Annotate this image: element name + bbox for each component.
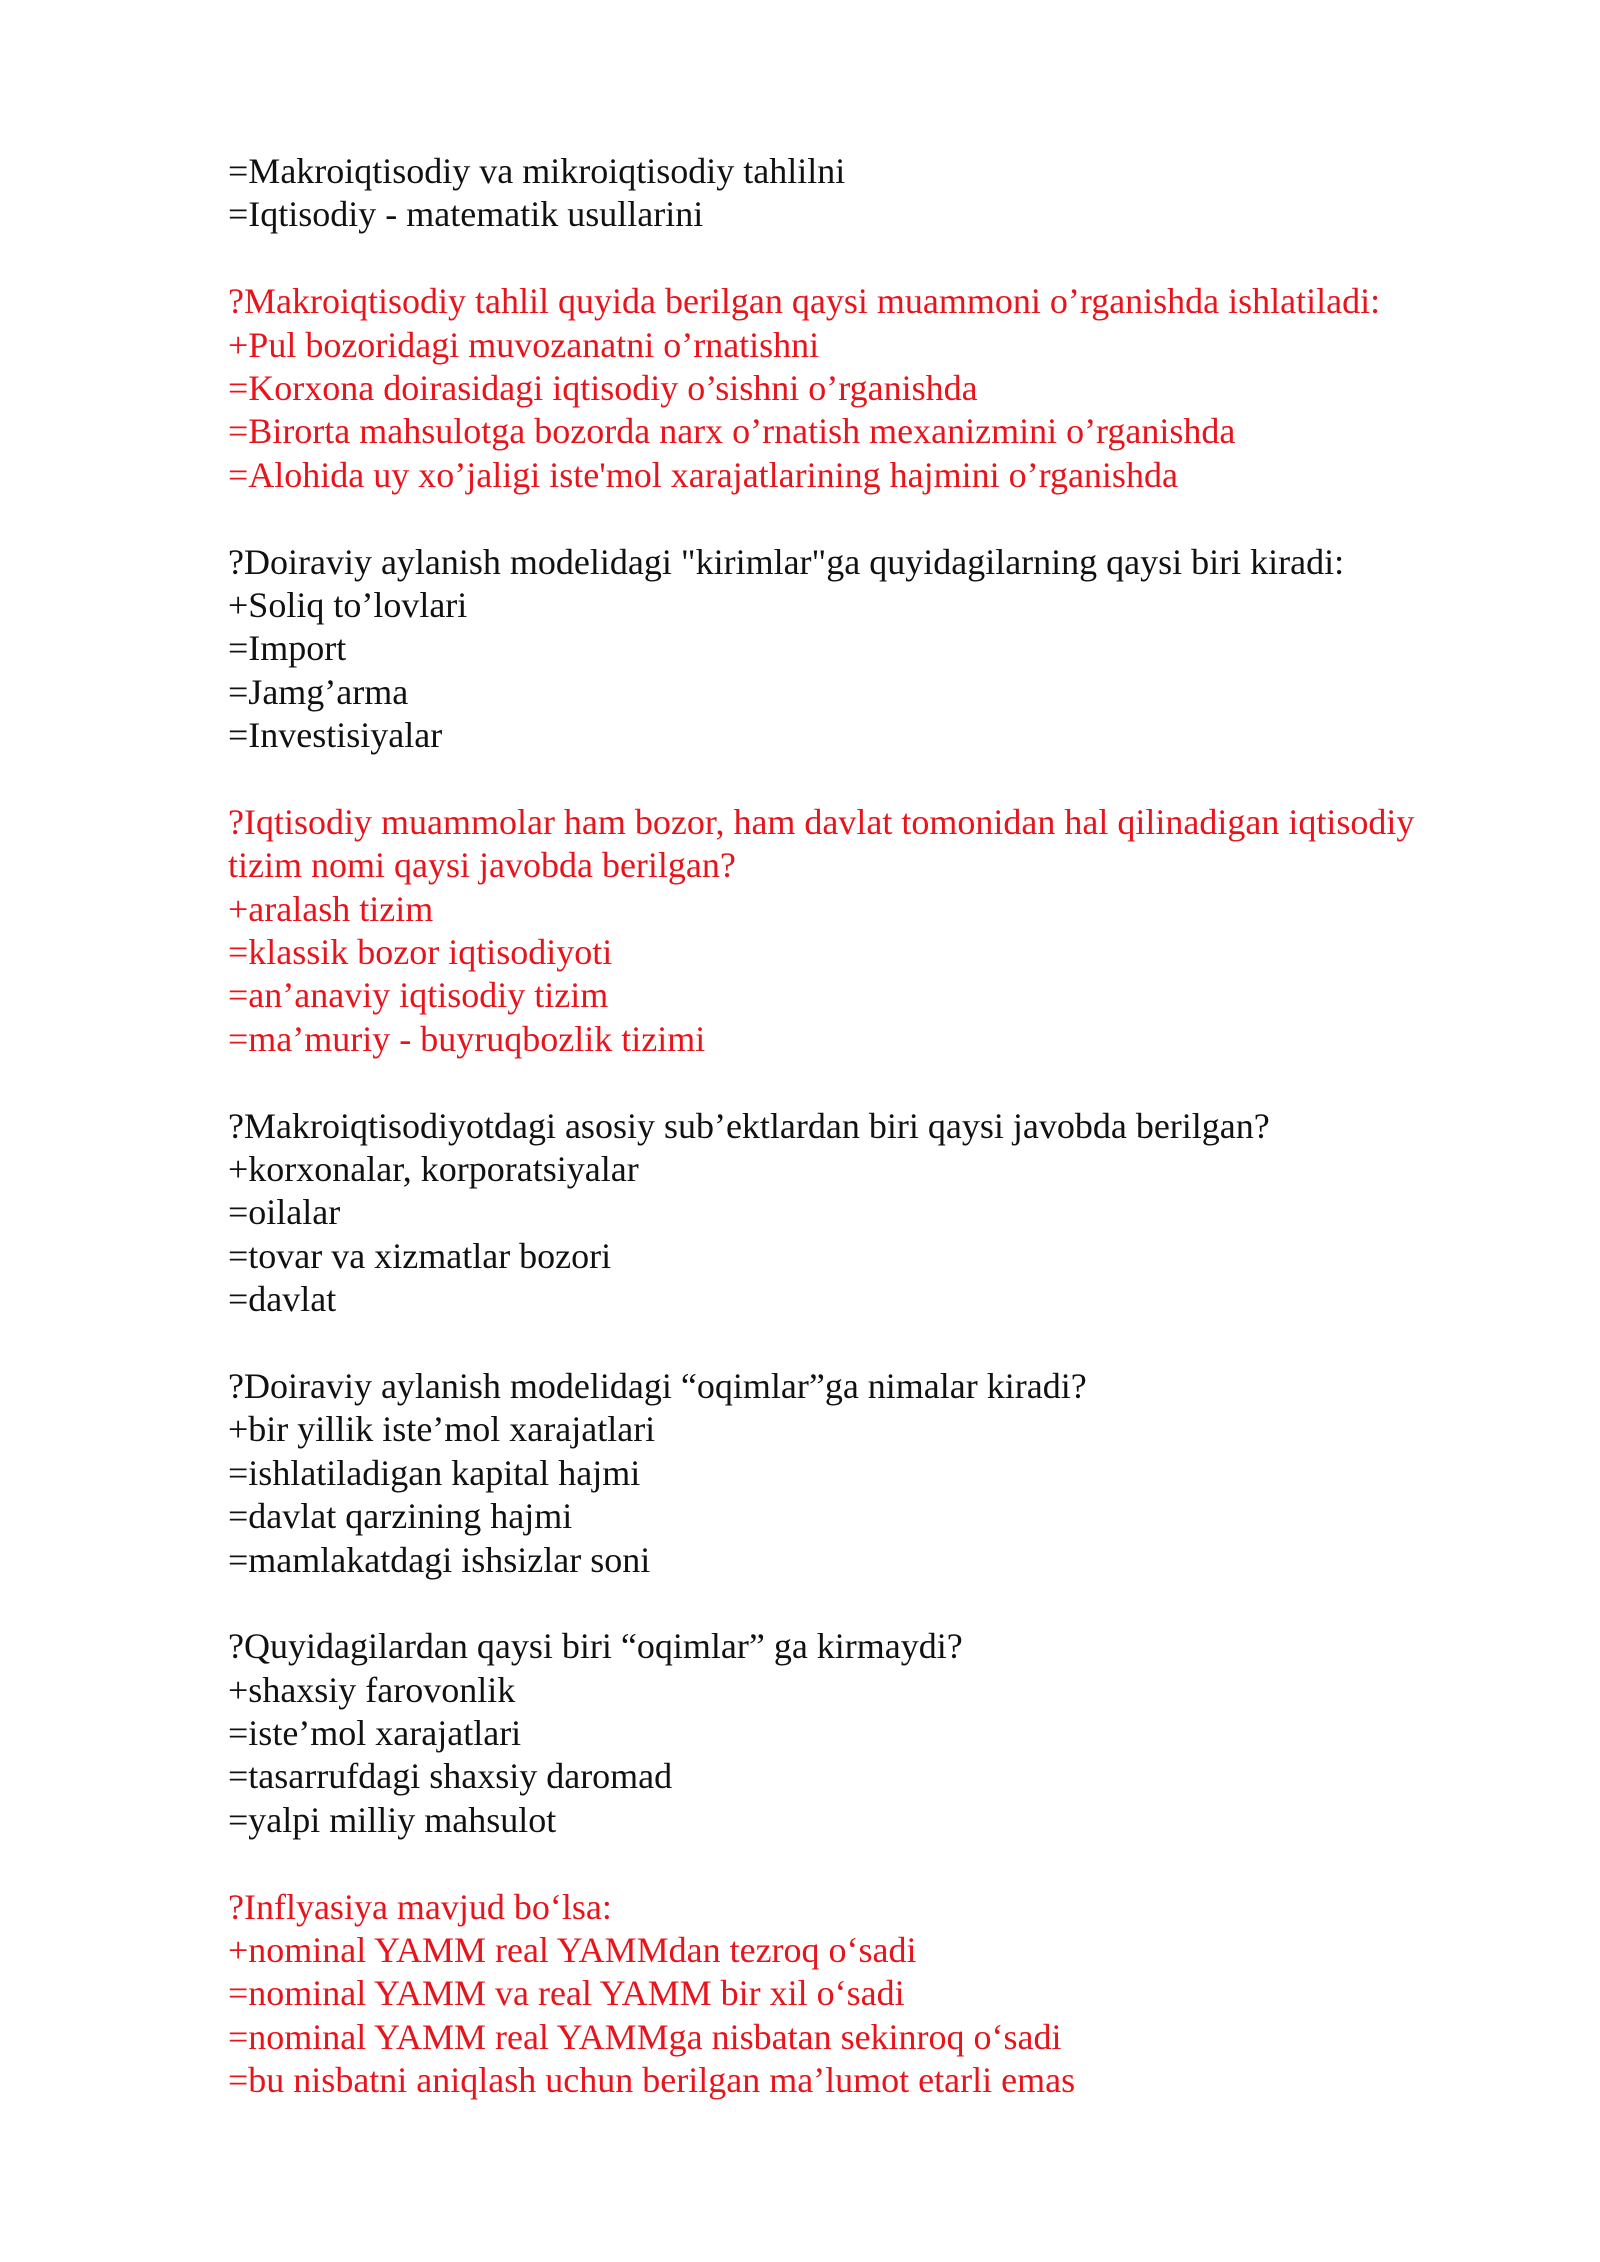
correct-option: +korxonalar, korporatsiyalar (228, 1148, 639, 1189)
correct-option: +Pul bozoridagi muvozanatni o’rnatishni (228, 324, 820, 365)
question-text: ?Inflyasiya mavjud bo‘lsa: (228, 1886, 612, 1927)
question-block-highlighted (228, 280, 1488, 497)
correct-option: +shaxsiy farovonlik (228, 1669, 516, 1710)
question-text: ?Iqtisodiy muammolar ham bozor, ham davlat tomonidan hal qilinadigan iqtisodiy (228, 801, 1415, 842)
question-block (228, 1105, 1488, 1322)
option-line: =tasarrufdagi shaxsiy daromad (228, 1756, 673, 1797)
question-text-continued: tizim nomi qaysi javobda berilgan? (228, 845, 736, 886)
option-line: =nominal YAMM va real YAMM bir xil o‘sadi (228, 1973, 905, 2014)
question-text: ?Quyidagilardan qaysi biri “oqimlar” ga kirmaydi? (228, 1626, 963, 1667)
option-line: =Alohida uy xo’jaligi iste'mol xarajatlarining hajmini o’rganishda (228, 454, 1178, 495)
question-text: ?Makroiqtisodiy tahlil quyida berilgan qaysi muammoni o’rganishda ishlatiladi: (228, 281, 1381, 322)
option-line: =ishlatiladigan kapital hajmi (228, 1452, 641, 1493)
question-block-highlighted (228, 1886, 1488, 2103)
question-text: ?Doiraviy aylanish modelidagi "kirimlar"ga quyidagilarning qaysi biri kiradi: (228, 541, 1345, 582)
option-line: =Jamg’arma (228, 671, 409, 712)
correct-option: +nominal YAMM real YAMMdan tezroq o‘sadi (228, 1930, 917, 1971)
question-text: ?Makroiqtisodiyotdagi asosiy sub’ektlardan biri qaysi javobda berilgan? (228, 1105, 1270, 1146)
option-line: =bu nisbatni aniqlash uchun berilgan ma’lumot etarli emas (228, 2060, 1076, 2101)
question-block (228, 541, 1488, 758)
option-line: =Investisiyalar (228, 715, 443, 756)
option-line: =Iqtisodiy - matematik usullarini (228, 194, 704, 235)
question-block-highlighted (228, 801, 1488, 1061)
correct-option: +aralash tizim (228, 888, 434, 929)
option-line: =Makroiqtisodiy va mikroiqtisodiy tahlilni (228, 151, 846, 191)
option-line: =iste’mol xarajatlari (228, 1713, 522, 1754)
option-line: =tovar va xizmatlar bozori (228, 1235, 612, 1276)
question-text: ?Doiraviy aylanish modelidagi “oqimlar”ga nimalar kiradi? (228, 1365, 1087, 1406)
option-line: =klassik bozor iqtisodiyoti (228, 932, 613, 973)
quiz-content (228, 150, 1488, 2146)
option-line: =davlat (228, 1279, 337, 1320)
option-line: =yalpi milliy mahsulot (228, 1799, 557, 1840)
option-line: =Import (228, 628, 347, 669)
correct-option: +Soliq to’lovlari (228, 584, 468, 625)
option-line: =oilalar (228, 1192, 341, 1233)
option-line: =davlat qarzining hajmi (228, 1496, 573, 1537)
option-line: =Birorta mahsulotga bozorda narx o’rnatish mexanizmini o’rganishda (228, 411, 1236, 452)
option-line: =Korxona doirasidagi iqtisodiy o’sishni o’rganishda (228, 367, 978, 408)
option-line: =ma’muriy - buyruqbozlik tizimi (228, 1018, 706, 1059)
question-block (228, 1365, 1488, 1582)
correct-option: +bir yillik iste’mol xarajatlari (228, 1409, 656, 1450)
option-line: =nominal YAMM real YAMMga nisbatan sekinroq o‘sadi (228, 2016, 1062, 2057)
question-block (228, 1625, 1488, 1842)
answer-options-continued (228, 150, 1488, 237)
option-line: =mamlakatdagi ishsizlar soni (228, 1539, 651, 1580)
option-line: =an’anaviy iqtisodiy tizim (228, 975, 609, 1016)
